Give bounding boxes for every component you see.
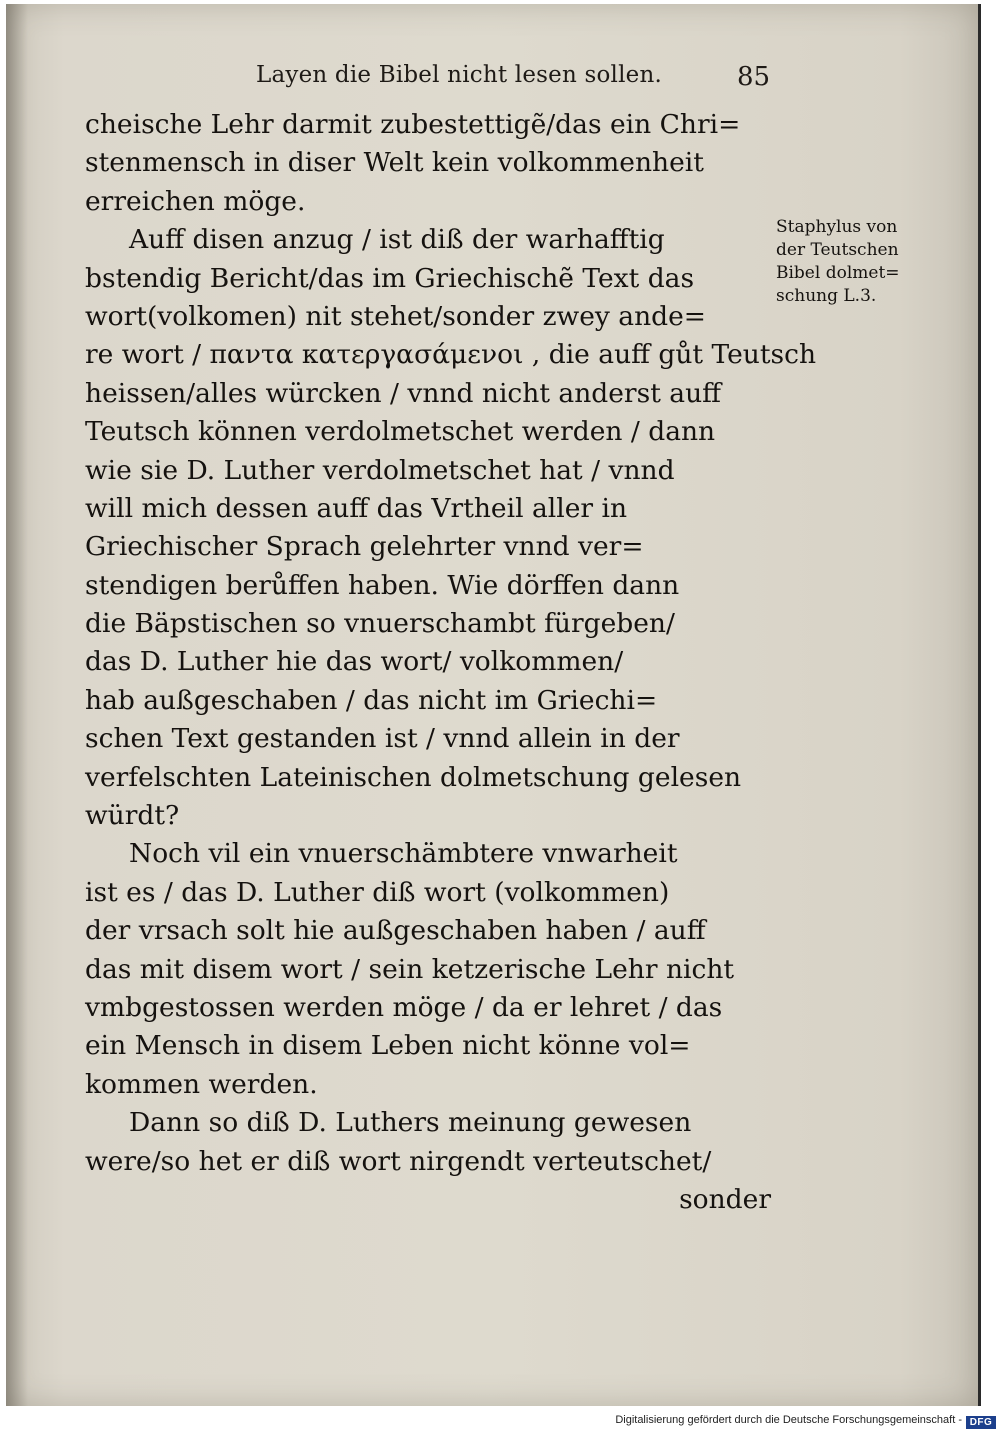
- text-line: Dann so diß D. Luthers meinung gewesen: [129, 1107, 692, 1139]
- text-line: der vrsach solt hie außgeschaben haben / auff: [85, 915, 706, 947]
- text-line: ist es / das D. Luther diß wort (volkommen): [85, 876, 670, 908]
- text-line: das D. Luther hie das wort/ volkommen/: [85, 646, 624, 678]
- text-line: verfelschten Lateinischen dolmetschung gelesen: [85, 761, 742, 793]
- text-line: die Bäpstischen so vnuerschambt fürgeben/: [85, 608, 675, 640]
- text-line: heissen/alles würcken / vnnd nicht anderst auff: [85, 377, 721, 409]
- body-text: [85, 106, 817, 1219]
- marginal-note-line: der Teutschen: [776, 240, 899, 260]
- text-line: schen Text gestanden ist / vnnd allein in der: [85, 723, 680, 755]
- text-line: stenmensch in diser Welt kein volkommenheit: [85, 147, 704, 179]
- text-line: vmbgestossen werden möge / da er lehret / das: [85, 991, 723, 1023]
- footer-credit: Digitalisierung gefördert durch die Deutsche Forschungsgemeinschaft -: [615, 1414, 962, 1426]
- text-line: wort(volkomen) nit stehet/sonder zwey ande=: [85, 300, 707, 332]
- text-line: stendigen berůffen haben. Wie dörffen dann: [85, 569, 680, 601]
- spine-shadow: [6, 4, 28, 1406]
- marginal-note-line: schung L.3.: [776, 286, 877, 306]
- running-head: Layen die Bibel nicht lesen sollen.: [256, 62, 662, 88]
- text-line: ein Mensch in disem Leben nicht könne vol=: [85, 1030, 691, 1062]
- footer-bar: [0, 1414, 1000, 1432]
- text-line: were/so het er diß wort nirgendt verteutschet/: [85, 1145, 712, 1177]
- marginal-note: [776, 216, 956, 308]
- page-number: 85: [737, 62, 771, 92]
- text-line: hab außgeschaben / das nicht im Griechi=: [85, 684, 658, 716]
- text-line: sonder: [679, 1183, 771, 1215]
- text-line: bstendig Bericht/das im Griechischẽ Text das: [85, 262, 695, 294]
- dfg-logo-icon: DFG: [966, 1416, 996, 1429]
- text-line: Noch vil ein vnuerschämbtere vnwarheit: [129, 838, 678, 870]
- text-line: wie sie D. Luther verdolmetschet hat / vnnd: [85, 454, 675, 486]
- text-line: re wort / παντα κατεργασάμενοι , die auff gůt Teutsch: [85, 339, 817, 371]
- text-line: cheische Lehr darmit zubestettigẽ/das ein Chri=: [85, 109, 741, 140]
- text-line: will mich dessen auff das Vrtheil aller in: [85, 492, 628, 524]
- text-line: erreichen möge.: [85, 185, 306, 217]
- text-line: kommen werden.: [85, 1068, 318, 1100]
- marginal-note-line: Staphylus von: [776, 217, 898, 237]
- text-line: Auff disen anzug / ist diß der warhafftig: [129, 224, 665, 256]
- text-line: Teutsch können verdolmetschet werden / dann: [85, 416, 716, 448]
- text-line: würdt?: [85, 800, 180, 832]
- text-line: das mit disem wort / sein ketzerische Lehr nicht: [85, 953, 735, 985]
- scanned-page: [6, 4, 981, 1406]
- marginal-note-line: Bibel dolmet=: [776, 263, 900, 283]
- text-line: Griechischer Sprach gelehrter vnnd ver=: [85, 531, 644, 563]
